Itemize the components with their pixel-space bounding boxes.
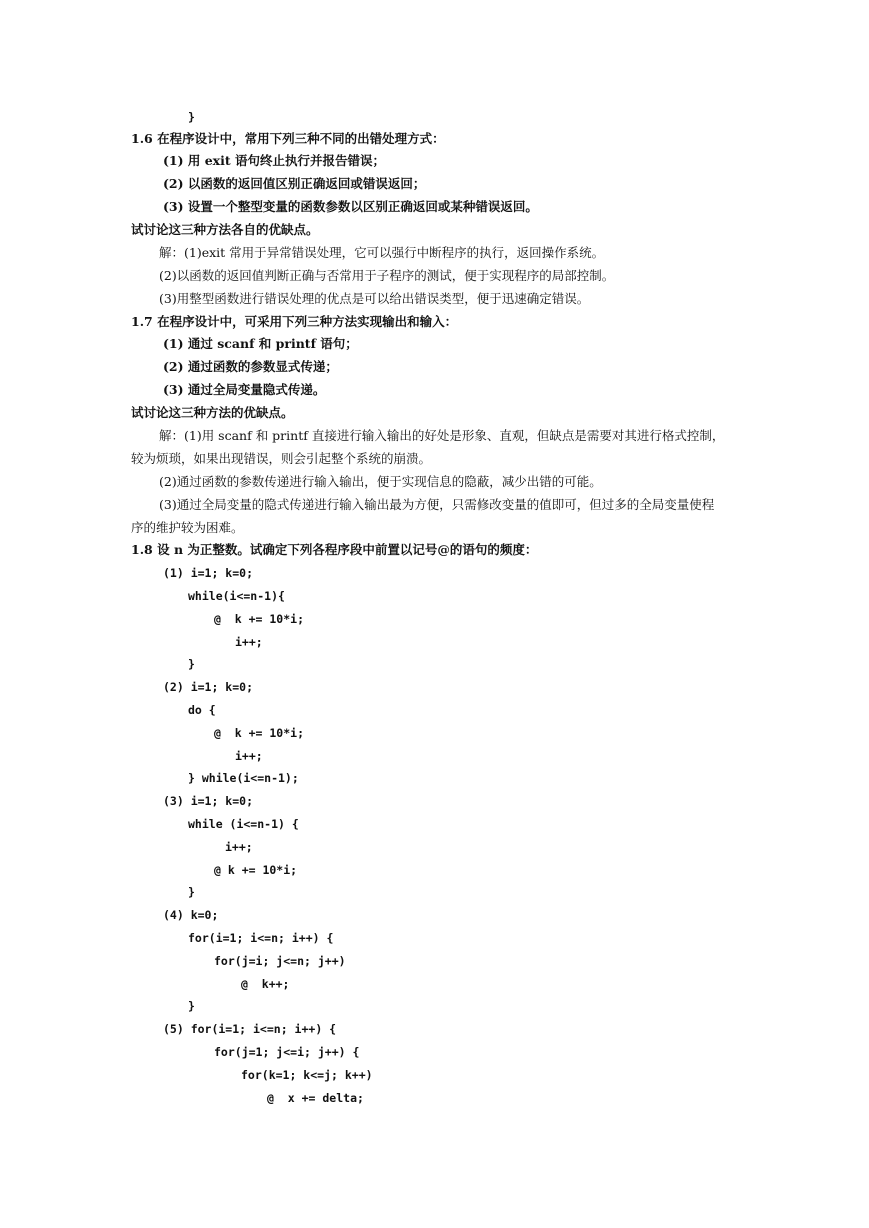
code-line: } while(i<=n-1); — [188, 771, 299, 785]
code-line: while (i<=n-1) { — [188, 817, 299, 831]
code-line: @ k += 10*i; — [214, 863, 298, 877]
text-line: (2)通过函数的参数传递进行输入输出，便于实现信息的隐蔽，减少出错的可能。 — [159, 474, 602, 489]
code-line: } — [188, 657, 195, 671]
code-line: } — [188, 110, 195, 124]
text-line: (3)用整型函数进行错误处理的优点是可以给出错误类型，便于迅速确定错误。 — [159, 291, 590, 306]
code-line: } — [188, 999, 195, 1013]
code-line: (4) k=0; — [163, 908, 219, 922]
text-line: (3) 设置一个整型变量的函数参数以区别正确返回或某种错误返回。 — [163, 199, 538, 214]
text-line: 解：(1)exit 常用于异常错误处理，它可以强行中断程序的执行，返回操作系统。 — [159, 245, 605, 260]
code-line: for(j=i; j<=n; j++) — [214, 954, 346, 968]
code-line: (5) for(i=1; i<=n; i++) { — [163, 1022, 337, 1036]
code-line: for(i=1; i<=n; i++) { — [188, 931, 334, 945]
code-line: for(j=1; j<=i; j++) { — [214, 1045, 360, 1059]
code-line: } — [188, 885, 195, 899]
text-line: (3)通过全局变量的隐式传递进行输入输出最为方便，只需修改变量的值即可，但过多的全局变量使程 — [159, 497, 715, 512]
code-line: @ k += 10*i; — [214, 612, 305, 626]
text-line: 1.6 在程序设计中，常用下列三种不同的出错处理方式： — [131, 131, 445, 146]
code-line: @ x += delta; — [267, 1091, 364, 1105]
code-line: (3) i=1; k=0; — [163, 794, 254, 808]
text-line: 1.8 设 n 为正整数。试确定下列各程序段中前置以记号@的语句的频度： — [131, 542, 538, 557]
code-line: (2) i=1; k=0; — [163, 680, 254, 694]
code-line: @ k += 10*i; — [214, 726, 305, 740]
text-line: (3) 通过全局变量隐式传递。 — [163, 382, 326, 397]
text-line: 试讨论这三种方法各自的优缺点。 — [131, 222, 319, 237]
text-line: 1.7 在程序设计中，可采用下列三种方法实现输出和输入： — [131, 314, 458, 329]
code-line: i++; — [225, 840, 253, 854]
text-line: (2)以函数的返回值判断正确与否常用于子程序的测试，便于实现程序的局部控制。 — [159, 268, 615, 283]
code-line: do { — [188, 703, 216, 717]
text-line: (1) 通过 scanf 和 printf 语句； — [163, 336, 358, 351]
text-line: (2) 通过函数的参数显式传递； — [163, 359, 338, 374]
code-line: i++; — [235, 635, 263, 649]
code-line: while(i<=n-1){ — [188, 589, 285, 603]
text-line: 序的维护较为困难。 — [131, 520, 244, 535]
text-line: (1) 用 exit 语句终止执行并报告错误； — [163, 153, 386, 168]
text-line: (2) 以函数的返回值区别正确返回或错误返回； — [163, 176, 426, 191]
code-line: for(k=1; k<=j; k++) — [241, 1068, 373, 1082]
text-line: 解：(1)用 scanf 和 printf 直接进行输入输出的好处是形象、直观，但缺点是需要对其进行格式控制， — [159, 428, 725, 443]
code-line: @ k++; — [241, 977, 290, 991]
code-line: i++; — [235, 749, 263, 763]
text-line: 较为烦琐，如果出现错误，则会引起整个系统的崩溃。 — [131, 451, 432, 466]
text-line: 试讨论这三种方法的优缺点。 — [131, 405, 294, 420]
code-line: (1) i=1; k=0; — [163, 566, 254, 580]
